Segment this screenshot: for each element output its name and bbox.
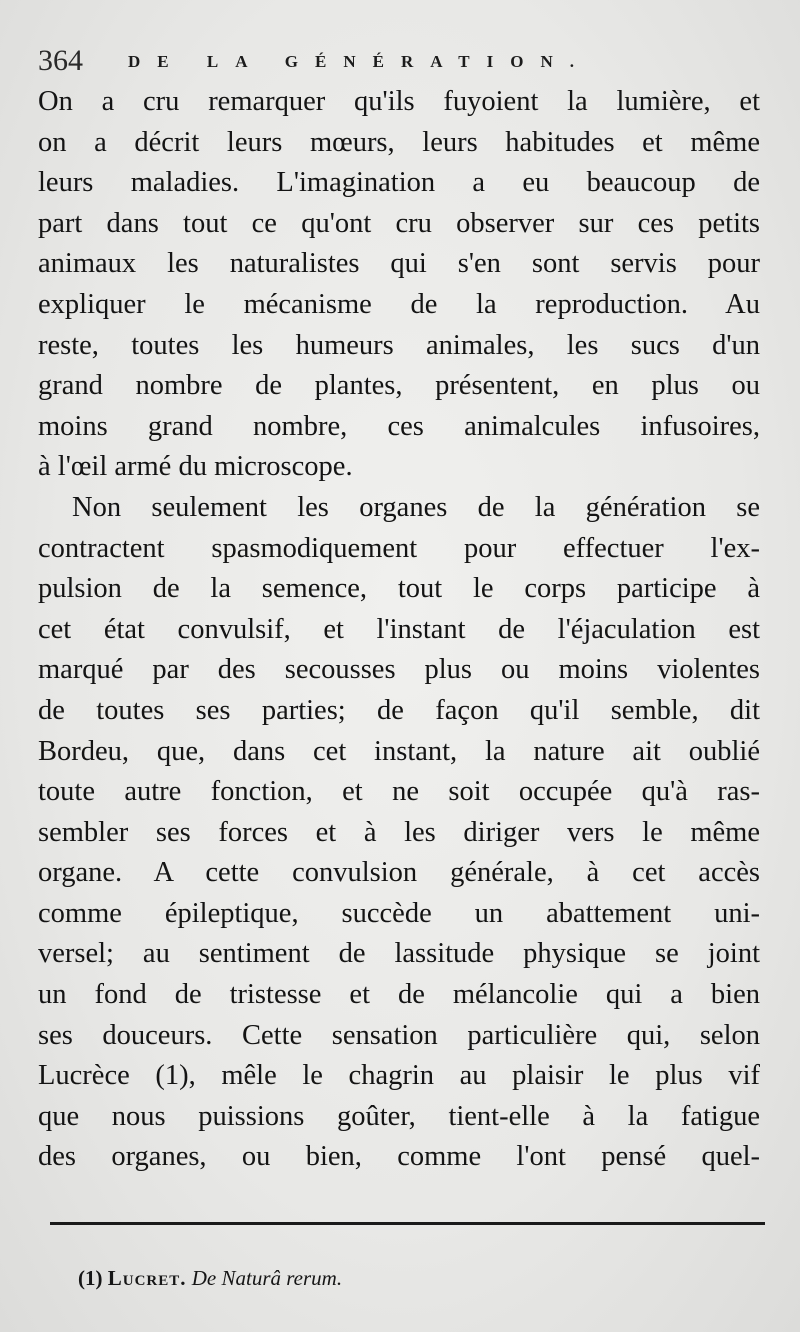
text-line: cet état convulsif, et l'instant de l'éjaculation est <box>38 613 760 645</box>
text-line: marqué par des secousses plus ou moins violentes <box>38 654 760 686</box>
text-line: grand nombre de plantes, présentent, en plus ou <box>38 370 760 402</box>
footnote-rule <box>50 1222 765 1225</box>
text-line: contractent spasmodiquement pour effectuer l'ex- <box>38 532 760 564</box>
text-line: expliquer le mécanisme de la reproduction. Au <box>38 288 760 320</box>
text-line: de toutes ses parties; de façon qu'il semble, dit <box>38 694 760 726</box>
text-line: On a cru remarquer qu'ils fuyoient la lumière, et <box>38 86 760 117</box>
page-number: 364 <box>38 44 83 77</box>
text-line: que nous puissions goûter, tient-elle à la fatigue <box>38 1100 760 1132</box>
text-line: sembler ses forces et à les diriger vers le même <box>38 816 760 848</box>
text-line: animaux les naturalistes qui s'en sont servis pour <box>38 248 760 280</box>
text-line: organe. A cette convulsion générale, à cet accès <box>38 857 760 889</box>
text-line: on a décrit leurs mœurs, leurs habitudes et même <box>38 126 760 158</box>
footnote-title: De Naturâ rerum. <box>191 1266 343 1290</box>
text-line: toute autre fonction, et ne soit occupée qu'à ras- <box>38 776 760 808</box>
text-line: versel; au sentiment de lassitude physique se joint <box>38 938 760 970</box>
text-line: à l'œil armé du microscope. <box>38 451 353 483</box>
footnote-marker: (1) <box>78 1266 103 1290</box>
page-header <box>38 42 758 82</box>
text-line: reste, toutes les humeurs animales, les sucs d'un <box>38 329 760 361</box>
text-line: part dans tout ce qu'ont cru observer sur ces petits <box>38 207 760 239</box>
text-line: leurs maladies. L'imagination a eu beaucoup de <box>38 167 760 199</box>
running-head: DE LA GÉNÉRATION. <box>128 52 591 71</box>
text-line: comme épileptique, succède un abattement uni- <box>38 897 760 929</box>
footnote-author: Lucret. <box>107 1266 187 1290</box>
text-line: pulsion de la semence, tout le corps participe à <box>38 573 760 605</box>
text-line: Non seulement les organes de la génération se <box>72 491 760 523</box>
text-line: moins grand nombre, ces animalcules infusoires, <box>38 410 760 442</box>
text-line: un fond de tristesse et de mélancolie qui a bien <box>38 979 760 1011</box>
body-text <box>38 82 760 1178</box>
text-line: des organes, ou bien, comme l'ont pensé quel- <box>38 1141 760 1173</box>
text-line: ses douceurs. Cette sensation particulière qui, selon <box>38 1019 760 1051</box>
footnote <box>78 1264 342 1292</box>
text-line: Bordeu, que, dans cet instant, la nature ait oublié <box>38 735 760 767</box>
text-line: Lucrèce (1), mêle le chagrin au plaisir le plus vif <box>38 1060 760 1092</box>
